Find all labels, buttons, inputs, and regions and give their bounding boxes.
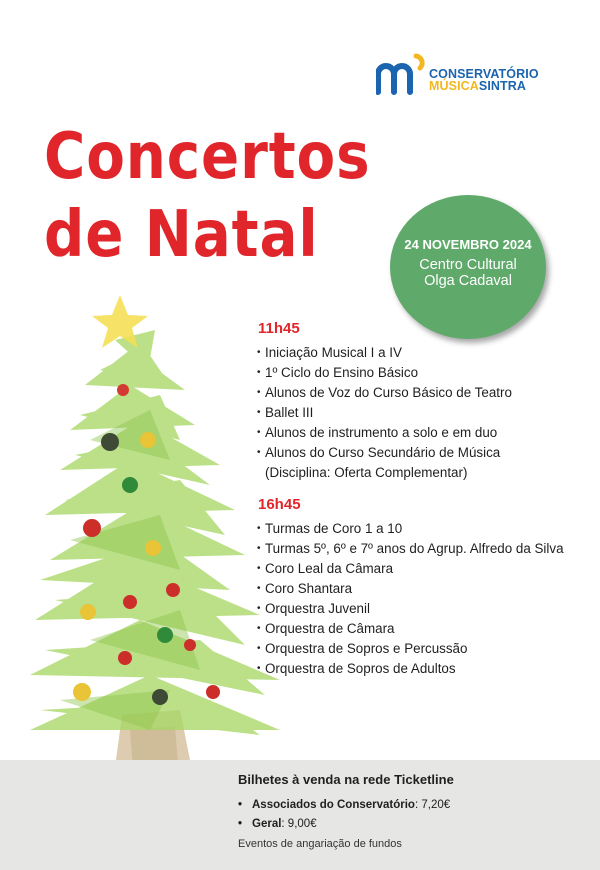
list-item-subtext: (Disciplina: Oferta Complementar) — [265, 465, 468, 480]
date-badge — [390, 195, 546, 339]
event-venue-line-1: Centro Cultural — [419, 257, 517, 273]
price-value: : 9,00€ — [281, 818, 317, 830]
conservatorio-logo — [376, 52, 548, 96]
session-time: 11h45 — [258, 320, 300, 337]
price-label: Associados do Conservatório — [252, 799, 415, 811]
page-title — [44, 118, 371, 274]
logo-wordmark — [429, 68, 539, 92]
event-venue-line-2: Olga Cadaval — [424, 273, 512, 289]
list-item: • Orquestra de Sopros e Percussão — [257, 639, 597, 659]
price-item — [238, 815, 450, 834]
tickets-footer — [0, 760, 600, 870]
list-item: • Alunos de Voz do Curso Básico de Teatro — [257, 383, 597, 403]
list-item-text: Alunos do Curso Secundário de Música — [265, 445, 501, 460]
list-item: • 1º Ciclo do Ensino Básico — [257, 363, 597, 383]
event-date: 24 NOVEMBRO 2024 — [404, 237, 532, 252]
title-line-1: Concertos — [44, 120, 371, 194]
list-item — [257, 443, 597, 483]
session-afternoon — [257, 496, 597, 679]
list-item: • Coro Leal da Câmara — [257, 559, 597, 579]
session-time: 16h45 — [258, 496, 301, 513]
list-item: • Turmas 5º, 6º e 7º anos do Agrup. Alfredo da Silva — [257, 539, 597, 559]
logo-word-sintra: SINTRA — [478, 79, 527, 93]
list-item: • Orquestra Juvenil — [257, 599, 597, 619]
logo-line-2 — [429, 80, 539, 92]
list-item: • Orquestra de Sopros de Adultos — [257, 659, 597, 679]
price-item — [238, 796, 450, 815]
list-item: • Alunos de instrumento a solo e em duo — [257, 423, 597, 443]
list-item: • Orquestra de Câmara — [257, 619, 597, 639]
list-item: • Iniciação Musical I a IV — [257, 343, 597, 363]
logo-line-1: CONSERVATÓRIO — [429, 67, 539, 81]
list-item: • Ballet III — [257, 403, 597, 423]
session-morning — [257, 320, 597, 483]
price-label: Geral — [252, 818, 282, 830]
session-program-list — [257, 343, 597, 483]
m-logo-icon — [376, 52, 426, 96]
title-line-2: de Natal — [44, 198, 319, 272]
ticket-price-list — [238, 796, 450, 834]
session-program-list — [257, 519, 597, 679]
fundraising-note: Eventos de angariação de fundos — [238, 838, 402, 850]
list-item: • Turmas de Coro 1 a 10 — [257, 519, 597, 539]
logo-word-musica: MÚSICA — [429, 79, 479, 93]
list-item: • Coro Shantara — [257, 579, 597, 599]
price-value: : 7,20€ — [414, 799, 451, 811]
tickets-title: Bilhetes à venda na rede Ticketline — [238, 772, 454, 787]
